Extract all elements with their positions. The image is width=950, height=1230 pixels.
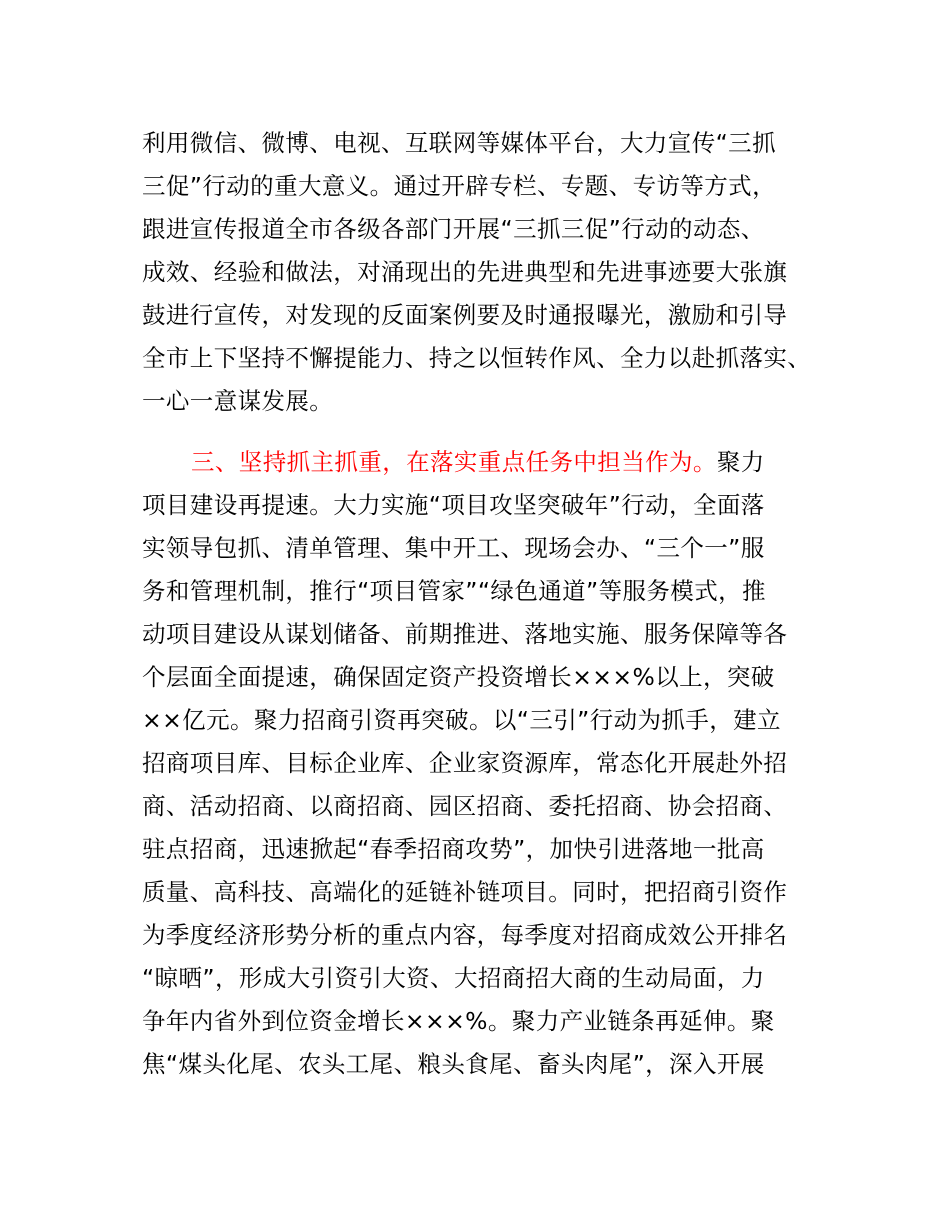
paragraph-1-line: 成效、经验和做法，对涌现出的先进典型和先进事迹要大张旗 [142, 258, 788, 286]
paragraph-2-line: ××亿元。聚力招商引资再突破。以“三引”行动为抓手，建立 [142, 706, 781, 734]
paragraph-2-line: 项目建设再提速。大力实施“项目攻坚突破年”行动，全面落 [142, 491, 765, 519]
paragraph-1-line: 三促”行动的重大意义。通过开辟专栏、专题、专访等方式， [142, 172, 776, 200]
heading-line-continuation: 聚力 [716, 448, 765, 476]
paragraph-2-line: 个层面全面提速，确保固定资产投资增长×××%以上，突破 [142, 663, 775, 691]
paragraph-1-line: 利用微信、微博、电视、互联网等媒体平台，大力宣传“三抓 [142, 129, 776, 157]
paragraph-2-line: 实领导包抓、清单管理、集中开工、现场会办、“三个一”服 [142, 534, 765, 562]
paragraph-2-line: 商、活动招商、以商招商、园区招商、委托招商、协会招商、 [142, 792, 788, 820]
section-heading: 三、坚持抓主抓重，在落实重点任务中担当作为。 [191, 448, 717, 476]
section-heading-line [191, 447, 765, 477]
paragraph-1-line: 鼓进行宣传，对发现的反面案例要及时通报曝光，激励和引导 [142, 301, 788, 329]
paragraph-1-line: 一心一意谋发展。 [142, 387, 334, 415]
paragraph-2-line: “晾晒”，形成大引资引大资、大招商招大商的生动局面，力 [142, 964, 765, 992]
paragraph-2-line: 为季度经济形势分析的重点内容，每季度对招商成效公开排名 [142, 921, 788, 949]
paragraph-2-line: 动项目建设从谋划储备、前期推进、落地实施、服务保障等各 [142, 620, 788, 648]
paragraph-2-line: 焦“煤头化尾、农头工尾、粮头食尾、畜头肉尾”，深入开展 [142, 1050, 765, 1078]
paragraph-1-line: 跟进宣传报道全市各级各部门开展“三抓三促”行动的动态、 [142, 215, 765, 243]
paragraph-2-line: 务和管理机制，推行“项目管家”“绿色通道”等服务模式，推 [142, 577, 766, 605]
paragraph-2-line: 驻点招商，迅速掀起“春季招商攻势”，加快引进落地一批高 [142, 835, 765, 863]
paragraph-1-line: 全市上下坚持不懈提能力、持之以恒转作风、全力以赴抓落实、 [142, 344, 812, 372]
paragraph-2-line: 招商项目库、目标企业库、企业家资源库，常态化开展赴外招 [142, 749, 788, 777]
paragraph-2-line: 质量、高科技、高端化的延链补链项目。同时，把招商引资作 [142, 878, 788, 906]
paragraph-2-line: 争年内省外到位资金增长×××%。聚力产业链条再延伸。聚 [142, 1007, 775, 1035]
